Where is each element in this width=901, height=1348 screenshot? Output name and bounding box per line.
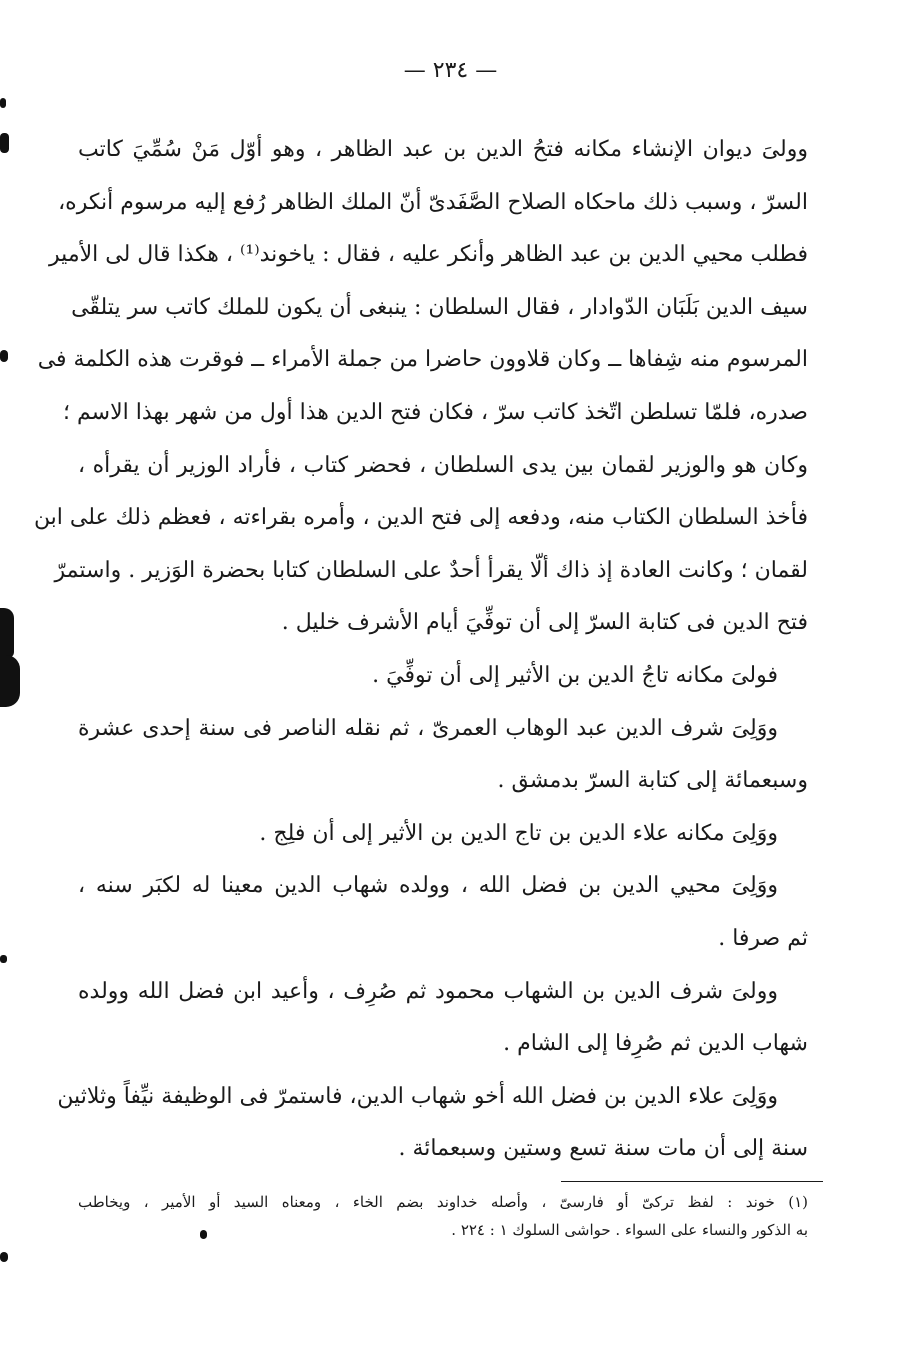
text-line: وسبعمائة إلى كتابة السرّ بدمشق . <box>497 768 808 794</box>
scan-mark <box>0 133 9 153</box>
text-line: فطلب محيي الدين بن عبد الظاهر وأنكر عليه ، فقال : ياخوند⁽¹⁾ ، هكذا قال لى الأمير <box>49 242 808 268</box>
scan-mark <box>0 608 14 658</box>
text-line: السرّ ، وسبب ذلك ماحكاه الصلاح الصَّفَدىّ أنّ الملك الظاهر رُفع إليه مرسوم أنكره، <box>58 189 808 215</box>
footnote <box>78 1188 808 1244</box>
body-text <box>33 124 808 1176</box>
text-line: فتح الدين فى كتابة السرّ إلى أن توفِّيَ أيام الأشرف خليل . <box>281 610 808 636</box>
text-line: ووَلِىَ مكانه علاء الدين بن تاج الدين بن الأثير إلى أن فلِج . <box>259 820 778 846</box>
scan-mark <box>200 1230 207 1239</box>
text-line: ثم صرفا . <box>718 925 808 951</box>
text-line: سنة إلى أن مات سنة تسع وستين وسبعمائة . <box>398 1136 808 1162</box>
text-line: ووَلِىَ شرف الدين عبد الوهاب العمرىّ ، ثم نقله الناصر فى سنة إحدى عشرة <box>78 715 778 741</box>
text-line: وولىَ شرف الدين بن الشهاب محمود ثم صُرِف ، وأعيد ابن فضل الله وولده <box>78 978 778 1004</box>
text-line: فأخذ السلطان الكتاب منه، ودفعه إلى فتح الدين ، وأمره بقراءته ، فعظم ذلك على ابن <box>33 505 808 531</box>
scan-mark <box>0 350 8 362</box>
scan-mark <box>0 955 7 963</box>
text-line: وكان هو والوزير لقمان بين يدى السلطان ، فحضر كتاب ، فأراد الوزير أن يقرأه ، <box>78 452 808 478</box>
text-line: ووَلِىَ محيي الدين بن فضل الله ، وولده شهاب الدين معينا له لكبَر سنه ، <box>78 873 778 899</box>
text-line: المرسوم منه شِفاها ــ وكان قلاوون حاضرا من جملة الأمراء ــ فوقرت هذه الكلمة فى <box>37 347 808 373</box>
text-line: سيف الدين بَلَبَان الدّوادار ، فقال السلطان : ينبغى أن يكون للملك كاتب سر يتلقّى <box>71 294 808 320</box>
text-line: صدره، فلمّا تسلطن اتّخذ كاتب سرّ ، فكان فتح الدين هذا أول من شهر بهذا الاسم ؛ <box>63 399 808 425</box>
scan-mark <box>0 1252 8 1262</box>
text-line: وولىَ ديوان الإنشاء مكانه فتحُ الدين بن عبد الظاهر ، وهو أوّل مَنْ سُمِّيَ كاتب <box>78 137 808 162</box>
text-line: شهاب الدين ثم صُرِفا إلى الشام . <box>503 1031 808 1057</box>
page-number: — ٢٣٤ — <box>403 58 498 83</box>
text-line: فولىَ مكانه تاجُ الدين بن الأثير إلى أن توفِّيَ . <box>372 662 778 688</box>
text-line: ووَلِىَ علاء الدين بن فضل الله أخو شهاب الدين، فاستمرّ فى الوظيفة نيِّفاً وثلاثين <box>57 1083 778 1109</box>
text-line: لقمان ؛ وكانت العادة إذ ذاك ألّا يقرأ أحدٌ على السلطان كتابا بحضرة الوَزير . واستمرّ <box>54 557 808 583</box>
scan-mark <box>0 655 20 707</box>
scan-mark <box>0 98 6 108</box>
footnote-rule <box>561 1181 823 1182</box>
footnote-line: به الذكور والنساء على السواء . حواشى السلوك ١ : ٢٢٤ . <box>451 1221 808 1239</box>
footnote-line: (١) خوند : لفظ تركىّ أو فارسىّ ، وأصله خداوند بضم الخاء ، ومعناه السيد أو الأمير ، ويخاطب <box>78 1193 808 1211</box>
